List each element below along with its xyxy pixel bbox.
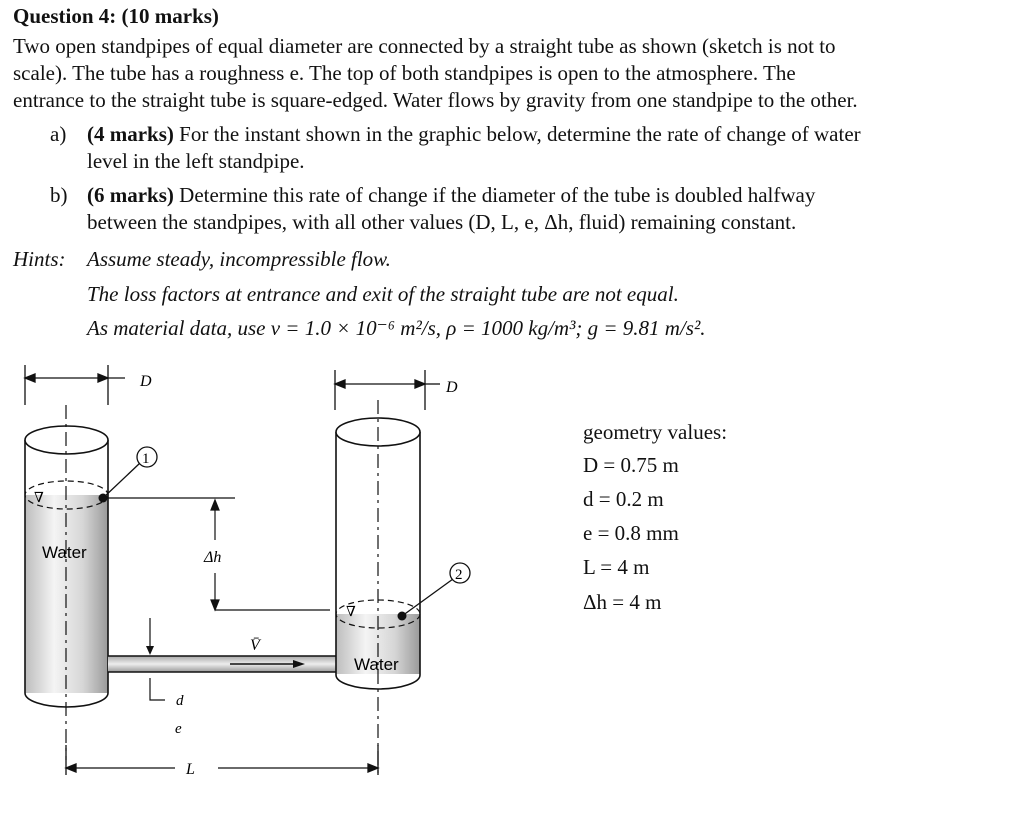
length-label: L	[186, 761, 195, 778]
geometry-heading: geometry values:	[583, 420, 728, 444]
standpipe-diagram	[0, 360, 520, 800]
left-diameter-label: D	[140, 373, 152, 390]
surface-symbol: ∇	[34, 491, 44, 506]
intro-line: scale). The tube has a roughness e. The top of both standpipes is open to the atmosphere. The	[13, 61, 796, 85]
point-2-label: 2	[455, 567, 463, 583]
part-text: level in the left standpipe.	[87, 149, 305, 173]
part-text: between the standpipes, with all other values (D, L, e, Δh, fluid) remaining constant.	[87, 210, 797, 234]
hint-line: Assume steady, incompressible flow.	[87, 247, 391, 271]
left-standpipe	[25, 405, 108, 760]
delta-h-label: Δh	[204, 549, 222, 566]
geometry-value: d = 0.2 m	[583, 487, 664, 511]
hint-line: The loss factors at entrance and exit of the straight tube are not equal.	[87, 282, 679, 306]
point-1-label: 1	[142, 451, 150, 467]
right-standpipe	[336, 400, 420, 775]
velocity-label: V̄	[250, 637, 260, 654]
intro-line: Two open standpipes of equal diameter are connected by a straight tube as shown (sketch is not to	[13, 34, 836, 58]
roughness-label: e	[175, 721, 182, 737]
part-text: Determine this rate of change if the diameter of the tube is doubled halfway	[179, 183, 816, 207]
water-label-right: Water	[354, 655, 399, 674]
part-text: For the instant shown in the graphic below, determine the rate of change of water	[179, 122, 861, 146]
geometry-value: L = 4 m	[583, 555, 650, 579]
part-marks: (4 marks)	[87, 122, 174, 146]
left-diameter-dimension	[25, 365, 125, 405]
geometry-value: D = 0.75 m	[583, 453, 679, 477]
water-label-left: Water	[42, 543, 87, 562]
right-diameter-label: D	[446, 379, 458, 396]
geometry-value: e = 0.8 mm	[583, 521, 679, 545]
geometry-value: Δh = 4 m	[583, 590, 662, 614]
part-marks: (6 marks)	[87, 183, 174, 207]
part-label: b)	[50, 183, 68, 207]
tube-diameter-label: d	[176, 693, 184, 709]
surface-symbol: ∇	[346, 605, 356, 620]
hint-line: As material data, use ν = 1.0 × 10⁻⁶ m²/s, ρ = 1000 kg/m³; g = 9.81 m/s².	[87, 316, 706, 340]
hints-label: Hints:	[13, 247, 66, 271]
intro-paragraph	[13, 33, 1013, 114]
connecting-tube	[108, 656, 336, 672]
intro-line: entrance to the straight tube is square-edged. Water flows by gravity from one standpipe to the other.	[13, 88, 858, 112]
part-label: a)	[50, 122, 67, 146]
length-dimension	[66, 745, 378, 775]
right-diameter-dimension	[335, 370, 440, 410]
question-title: Question 4: (10 marks)	[13, 4, 219, 28]
